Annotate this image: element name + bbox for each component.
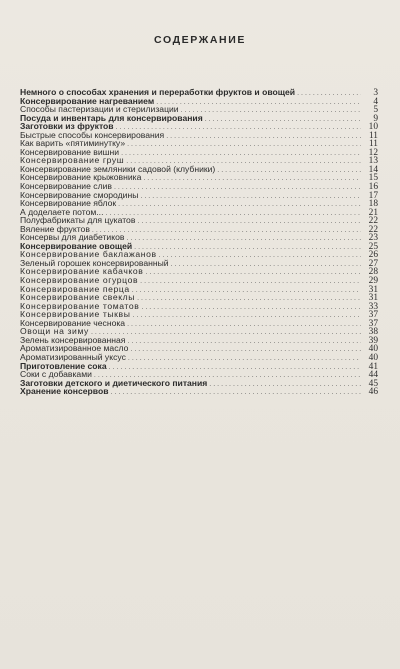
toc-page-number: 29 bbox=[368, 276, 378, 287]
dot-leader bbox=[105, 210, 361, 219]
toc-page-number: 3 bbox=[373, 88, 378, 98]
dot-leader bbox=[181, 107, 361, 116]
toc-entry-title: Способы пастеризации и стерилизации bbox=[20, 104, 179, 115]
toc-page-number: 11 bbox=[368, 130, 378, 141]
dot-leader bbox=[118, 201, 361, 210]
dot-leader bbox=[127, 338, 361, 347]
dot-leader bbox=[128, 355, 361, 364]
toc-entry-title: Консервирование овощей bbox=[20, 240, 133, 251]
toc-page-number: 12 bbox=[368, 147, 378, 158]
toc-entry-title: Консервирование перца bbox=[20, 283, 130, 294]
dot-leader bbox=[143, 175, 361, 184]
toc-page-number: 41 bbox=[368, 361, 378, 372]
toc-entry-title: Хранение консервов bbox=[20, 386, 109, 397]
dot-leader bbox=[145, 269, 361, 278]
dot-leader bbox=[91, 329, 361, 338]
toc-entry-title: Консервирование яблок bbox=[20, 198, 117, 209]
dot-leader bbox=[171, 261, 361, 270]
toc-page-number: 23 bbox=[368, 233, 378, 244]
toc-page-number: 5 bbox=[373, 105, 378, 116]
toc-entry-title: Овощи на зиму bbox=[20, 326, 89, 337]
toc-page-number: 26 bbox=[368, 250, 378, 261]
toc-entry-title: Консервирование груш bbox=[20, 155, 125, 166]
dot-leader bbox=[126, 235, 361, 244]
dot-leader bbox=[109, 364, 361, 373]
toc-entry-title: Немного о способах хранения и переработки фруктов и овощей bbox=[20, 87, 296, 97]
table-of-contents bbox=[20, 88, 378, 396]
toc-entry-title: Консервирование свеклы bbox=[20, 292, 136, 303]
dot-leader bbox=[159, 252, 361, 261]
page-title: СОДЕРЖАНИЕ bbox=[154, 34, 246, 46]
toc-page-number: 11 bbox=[368, 139, 378, 150]
toc-page-number: 4 bbox=[373, 96, 378, 107]
toc-page-number: 45 bbox=[368, 378, 378, 389]
toc-entry-title: Посуда и инвентарь для консервирования bbox=[20, 112, 203, 123]
toc-entry-title: Зелень консервированная bbox=[20, 334, 126, 345]
dot-leader bbox=[127, 321, 361, 330]
dot-leader bbox=[166, 133, 361, 142]
toc-entry-title: Консервирование огурцов bbox=[20, 275, 139, 286]
toc-page-number: 38 bbox=[368, 327, 378, 338]
toc-entry-title: Консервирование вишни bbox=[20, 146, 120, 157]
toc-entry-title: Соки с добавками bbox=[20, 369, 92, 380]
toc-entry-title: Консервирование крыжовника bbox=[20, 172, 142, 183]
toc-entry-title: Вяление фруктов bbox=[20, 223, 90, 234]
toc-entry-title: Консервирование томатов bbox=[20, 300, 140, 311]
toc-entry-title: Консервирование кабачков bbox=[20, 266, 144, 277]
toc-page-number: 25 bbox=[368, 241, 378, 252]
toc-entry bbox=[20, 387, 378, 396]
toc-page-number: 31 bbox=[368, 284, 378, 295]
toc-entry-title: Быстрые способы консервирования bbox=[20, 129, 165, 140]
toc-page-number: 17 bbox=[368, 190, 378, 201]
toc-entry-title: Консервирование чеснока bbox=[20, 317, 126, 328]
toc-page-number: 13 bbox=[368, 156, 378, 167]
dot-leader bbox=[137, 218, 361, 227]
toc-page-number: 22 bbox=[368, 216, 378, 227]
dot-leader bbox=[140, 193, 361, 202]
toc-entry-title: Ароматизированное масло bbox=[20, 343, 129, 354]
toc-page-number: 44 bbox=[368, 370, 378, 381]
dot-leader bbox=[127, 141, 361, 150]
toc-entry-title: Консервирование слив bbox=[20, 181, 112, 192]
dot-leader bbox=[297, 90, 361, 99]
toc-entry-title: Консервирование земляники садовой (клубники) bbox=[20, 163, 216, 174]
toc-page-number: 14 bbox=[368, 164, 378, 175]
toc-entry-title: Консервирование нагреванием bbox=[20, 95, 155, 106]
dot-leader bbox=[133, 312, 362, 321]
dot-leader bbox=[114, 184, 361, 193]
toc-page-number: 37 bbox=[368, 310, 378, 321]
toc-entry-title: Консервирование баклажанов bbox=[20, 249, 157, 260]
toc-entry-title: Консервы для диабетиков bbox=[20, 232, 125, 243]
toc-entry-title: Приготовление сока bbox=[20, 360, 107, 371]
toc-entry-title: Заготовки детского и диетического питания bbox=[20, 377, 208, 388]
dot-leader bbox=[140, 278, 361, 287]
toc-entry-title: А доделаете потом... bbox=[20, 206, 104, 217]
toc-page-number: 9 bbox=[373, 113, 378, 124]
toc-entry-title: Ароматизированный уксус bbox=[20, 351, 126, 362]
dot-leader bbox=[156, 99, 361, 108]
toc-page-number: 10 bbox=[368, 122, 378, 133]
toc-entry-title: Консервирование тыквы bbox=[20, 309, 131, 320]
dot-leader bbox=[132, 287, 361, 296]
toc-page-number: 46 bbox=[368, 387, 378, 398]
toc-entry-title: Полуфабрикаты для цукатов bbox=[20, 215, 136, 226]
toc-page-number: 18 bbox=[368, 199, 378, 210]
dot-leader bbox=[92, 227, 361, 236]
toc-entry-title: Зеленый горошек консервированный bbox=[20, 257, 169, 268]
dot-leader bbox=[141, 304, 361, 313]
toc-entry-title: Заготовки из фруктов bbox=[20, 121, 114, 132]
dot-leader bbox=[130, 346, 361, 355]
toc-page-number: 31 bbox=[368, 293, 378, 304]
toc-page-number: 16 bbox=[368, 182, 378, 193]
dot-leader bbox=[137, 295, 361, 304]
toc-page-number: 33 bbox=[368, 301, 378, 312]
toc-page-number: 40 bbox=[368, 344, 378, 355]
dot-leader bbox=[111, 389, 361, 398]
dot-leader bbox=[134, 244, 361, 253]
toc-page-number: 27 bbox=[368, 258, 378, 269]
toc-page-number: 39 bbox=[368, 335, 378, 346]
toc-page-number: 37 bbox=[368, 318, 378, 329]
dot-leader bbox=[217, 167, 361, 176]
toc-page-number: 15 bbox=[368, 173, 378, 184]
toc-page-number: 40 bbox=[368, 352, 378, 363]
toc-page-number: 21 bbox=[368, 207, 378, 218]
toc-entry-title: Как варить «пятиминутку» bbox=[20, 138, 126, 149]
toc-page-number: 28 bbox=[368, 267, 378, 278]
dot-leader bbox=[121, 150, 361, 159]
dot-leader bbox=[209, 381, 361, 390]
dot-leader bbox=[205, 116, 361, 125]
toc-page-number: 22 bbox=[368, 224, 378, 235]
toc-entry-title: Консервирование смородины bbox=[20, 189, 139, 200]
